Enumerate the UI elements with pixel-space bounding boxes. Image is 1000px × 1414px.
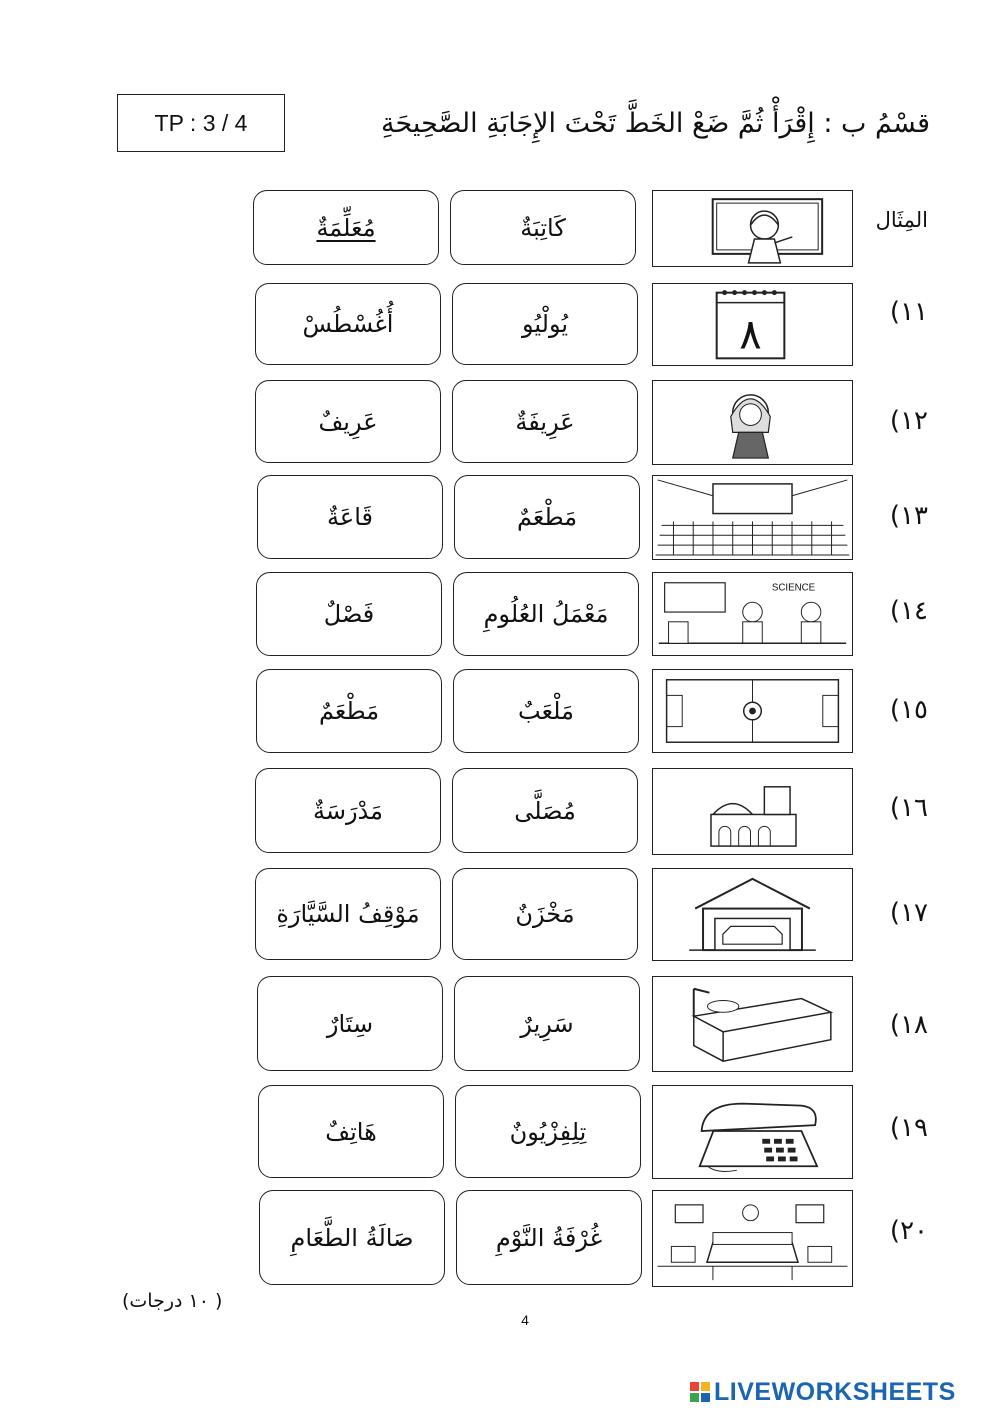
option-near[interactable]: تِلِفِزْيُونٌ: [455, 1085, 641, 1178]
example-option-near[interactable]: كَاتِبَةٌ: [450, 190, 636, 265]
bed-picture: [652, 976, 853, 1072]
question-number: ١٥): [889, 695, 928, 725]
option-far[interactable]: عَرِيفٌ: [255, 380, 441, 463]
football-field-picture: [652, 669, 853, 753]
option-far[interactable]: مَدْرَسَةٌ: [255, 768, 441, 853]
hall-picture: [652, 475, 853, 560]
question-number: ١٦): [889, 793, 928, 823]
question-number: ١٧): [889, 898, 928, 928]
example-label: المِثَال: [875, 208, 928, 232]
section-instruction: قسْمُ ب : إِقْرَأْ ثُمَّ ضَعْ الخَطَّ تَحْتَ الإِجَابَةِ الصَّحِيحَةِ: [381, 108, 930, 139]
option-far[interactable]: صَالَةُ الطَّعَامِ: [259, 1190, 445, 1285]
telephone-picture: [652, 1085, 853, 1179]
tp-level-box: TP : 3 / 4: [117, 94, 285, 152]
question-number: ١٨): [889, 1010, 928, 1040]
science-lab-picture: [652, 572, 853, 656]
option-near[interactable]: مَطْعَمٌ: [454, 475, 640, 559]
option-near[interactable]: سَرِيرٌ: [454, 976, 640, 1071]
question-number: ١٤): [889, 596, 928, 626]
example-option-far-answer[interactable]: مُعَلِّمَةٌ: [253, 190, 439, 265]
page-number: 4: [521, 1312, 529, 1328]
option-far[interactable]: مَوْقِفُ السَّيَّارَةِ: [255, 868, 441, 960]
option-near[interactable]: غُرْفَةُ النَّوْمِ: [456, 1190, 642, 1285]
garage-picture: [652, 868, 853, 961]
science-caption: SCIENCE: [771, 582, 816, 594]
girl-prefect-picture: [652, 380, 853, 465]
brand-name: LIVEWORKSHEETS: [714, 1377, 956, 1406]
option-far[interactable]: فَصْلٌ: [256, 572, 442, 656]
question-number: ١٣): [889, 501, 928, 531]
question-number: ١٩): [889, 1113, 928, 1143]
option-near[interactable]: مَعْمَلُ العُلُومِ: [453, 572, 639, 656]
option-far[interactable]: أُغُسْطُسْ: [255, 283, 441, 365]
option-far[interactable]: هَاتِفٌ: [258, 1085, 444, 1178]
question-number: ٢٠): [889, 1216, 928, 1246]
option-far[interactable]: قَاعَةٌ: [257, 475, 443, 559]
option-near[interactable]: يُولْيُو: [452, 283, 638, 365]
calendar-digit: ٨: [739, 309, 762, 359]
liveworksheets-logo-icon: [690, 1382, 710, 1402]
option-near[interactable]: عَرِيفَةٌ: [452, 380, 638, 463]
prayer-house-picture: [652, 768, 853, 855]
teacher-picture: [652, 190, 853, 267]
liveworksheets-brand[interactable]: [690, 1378, 956, 1406]
question-number: ١١): [889, 297, 928, 327]
option-near[interactable]: مَلْعَبٌ: [453, 669, 639, 753]
option-far[interactable]: سِتَارٌ: [257, 976, 443, 1071]
calendar-picture: [652, 283, 853, 366]
question-number: ١٢): [889, 406, 928, 436]
option-near[interactable]: مَخْزَنٌ: [452, 868, 638, 960]
option-far[interactable]: مَطْعَمٌ: [256, 669, 442, 753]
total-marks: ( ١٠ درجات): [122, 1290, 223, 1312]
bedroom-picture: [652, 1190, 853, 1287]
option-near[interactable]: مُصَلَّى: [452, 768, 638, 853]
